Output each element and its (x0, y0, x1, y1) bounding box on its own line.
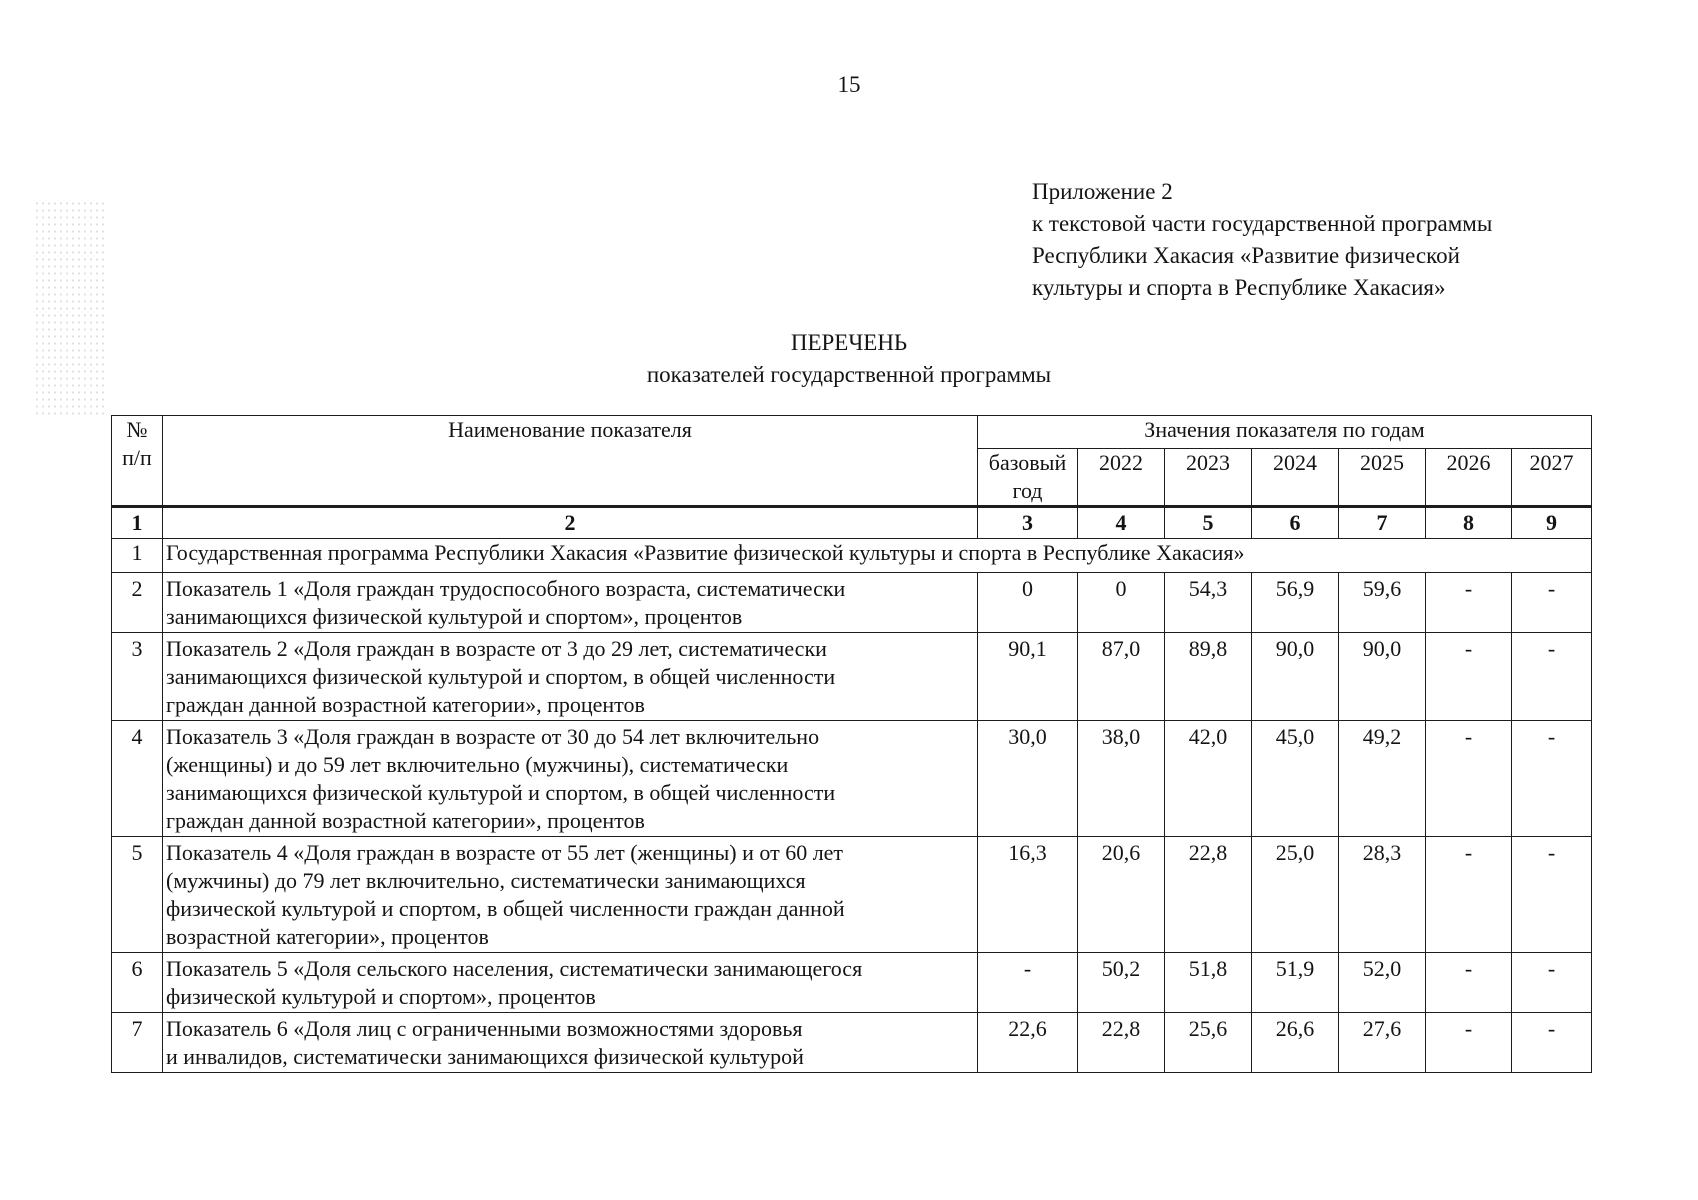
indicator-value: - (1512, 721, 1592, 837)
indicator-name-line: занимающихся физической культурой и спортом, в общей численности (166, 664, 836, 689)
row-number: 7 (112, 1013, 163, 1073)
header-values-group: Значения показателя по годам (978, 416, 1592, 449)
indicator-value: - (1426, 1013, 1512, 1073)
column-number: 1 (112, 507, 163, 539)
indicator-value: 90,0 (1252, 633, 1339, 721)
appendix-line: культуры и спорта в Республике Хакасия» (1032, 275, 1446, 300)
indicator-value: 51,8 (1165, 953, 1252, 1013)
document-title (0, 327, 1698, 391)
indicator-value: - (1512, 837, 1592, 953)
column-number: 5 (1165, 507, 1252, 539)
indicator-value: 26,6 (1252, 1013, 1339, 1073)
indicator-row (112, 573, 1592, 633)
indicator-value: 42,0 (1165, 721, 1252, 837)
header-year: 2025 (1339, 449, 1426, 507)
indicator-value: 38,0 (1078, 721, 1165, 837)
header-num: № п/п (112, 416, 163, 507)
indicator-row (112, 721, 1592, 837)
indicator-value: 27,6 (1339, 1013, 1426, 1073)
appendix-note (1032, 176, 1652, 304)
indicator-name-line: физической культурой и спортом», процентов (166, 984, 596, 1009)
indicator-value: - (1512, 1013, 1592, 1073)
program-row (112, 539, 1592, 573)
indicators-table (111, 415, 1592, 1073)
indicator-value: 30,0 (978, 721, 1078, 837)
header-year: 2023 (1165, 449, 1252, 507)
indicator-value: - (1512, 953, 1592, 1013)
column-number: 7 (1339, 507, 1426, 539)
page-number: 15 (837, 72, 861, 97)
indicator-name (163, 721, 978, 837)
indicator-value: 25,0 (1252, 837, 1339, 953)
appendix-line: к текстовой части государственной программы (1032, 211, 1493, 236)
indicator-name-line: Показатель 1 «Доля граждан трудоспособного возраста, систематически (166, 576, 846, 601)
indicator-value: 87,0 (1078, 633, 1165, 721)
row-number: 3 (112, 633, 163, 721)
indicator-value: 56,9 (1252, 573, 1339, 633)
title-sub: показателей государственной программы (646, 362, 1052, 387)
indicator-value: 54,3 (1165, 573, 1252, 633)
indicator-name-line: (женщины) и до 59 лет включительно (мужчины), систематически (166, 752, 789, 777)
indicator-value: 0 (1078, 573, 1165, 633)
indicator-name (163, 633, 978, 721)
column-number-row (112, 507, 1592, 539)
indicator-value: 89,8 (1165, 633, 1252, 721)
indicator-name (163, 1013, 978, 1073)
indicator-value: 22,8 (1165, 837, 1252, 953)
indicator-value: 22,6 (978, 1013, 1078, 1073)
indicator-value: 90,0 (1339, 633, 1426, 721)
indicator-value: 50,2 (1078, 953, 1165, 1013)
indicator-name-line: Показатель 6 «Доля лиц с ограниченными возможностями здоровья (166, 1016, 803, 1041)
indicator-value: - (1426, 721, 1512, 837)
indicator-value: - (1512, 633, 1592, 721)
indicator-value: 51,9 (1252, 953, 1339, 1013)
indicator-value: 0 (978, 573, 1078, 633)
indicator-name-line: Показатель 5 «Доля сельского населения, систематически занимающегося (166, 956, 863, 981)
appendix-line: Республики Хакасия «Развитие физической (1032, 243, 1460, 268)
header-row (112, 416, 1592, 449)
row-number: 1 (112, 539, 163, 573)
indicator-value: 22,8 (1078, 1013, 1165, 1073)
indicator-name-line: Показатель 4 «Доля граждан в возрасте от 55 лет (женщины) и от 60 лет (166, 840, 844, 865)
program-name: Государственная программа Республики Хакасия «Развитие физической культуры и спорта в Республике Хакасия» (163, 539, 1592, 573)
header-year: 2027 (1512, 449, 1592, 507)
indicator-value: - (978, 953, 1078, 1013)
indicator-name (163, 953, 978, 1013)
indicator-name-line: Показатель 2 «Доля граждан в возрасте от 3 до 29 лет, систематически (166, 636, 827, 661)
indicator-value: 45,0 (1252, 721, 1339, 837)
indicator-value: 16,3 (978, 837, 1078, 953)
column-number: 4 (1078, 507, 1165, 539)
indicator-value: - (1512, 573, 1592, 633)
indicator-value: 90,1 (978, 633, 1078, 721)
indicator-name (163, 573, 978, 633)
indicator-name-line: и инвалидов, систематически занимающихся физической культурой (166, 1044, 804, 1069)
row-number: 4 (112, 721, 163, 837)
appendix-line: Приложение 2 (1032, 179, 1173, 204)
row-number: 6 (112, 953, 163, 1013)
indicator-name-line: (мужчины) до 79 лет включительно, систематически занимающихся (166, 868, 806, 893)
indicator-value: 59,6 (1339, 573, 1426, 633)
column-number: 8 (1426, 507, 1512, 539)
indicator-value: - (1426, 837, 1512, 953)
column-number: 9 (1512, 507, 1592, 539)
indicator-row (112, 953, 1592, 1013)
header-year: 2022 (1078, 449, 1165, 507)
indicator-value: - (1426, 573, 1512, 633)
column-number: 3 (978, 507, 1078, 539)
title-main: ПЕРЕЧЕНЬ (790, 330, 908, 355)
header-year: 2026 (1426, 449, 1512, 507)
indicator-name-line: граждан данной возрастной категории», процентов (166, 692, 645, 717)
indicator-row (112, 1013, 1592, 1073)
indicator-name-line: Показатель 3 «Доля граждан в возрасте от 30 до 54 лет включительно (166, 724, 820, 749)
indicator-value: 49,2 (1339, 721, 1426, 837)
indicator-value: - (1426, 953, 1512, 1013)
indicator-value: 20,6 (1078, 837, 1165, 953)
row-number: 2 (112, 573, 163, 633)
header-name: Наименование показателя (163, 416, 978, 507)
column-number: 6 (1252, 507, 1339, 539)
indicator-row (112, 837, 1592, 953)
indicator-value: 52,0 (1339, 953, 1426, 1013)
header-year: 2024 (1252, 449, 1339, 507)
header-year: базовый год (978, 449, 1078, 507)
indicator-row (112, 633, 1592, 721)
indicator-name-line: возрастной категории», процентов (166, 924, 489, 949)
indicator-value: 25,6 (1165, 1013, 1252, 1073)
indicator-name-line: физической культурой и спортом, в общей численности граждан данной (166, 896, 845, 921)
indicator-value: - (1426, 633, 1512, 721)
indicator-value: 28,3 (1339, 837, 1426, 953)
indicator-name-line: граждан данной возрастной категории», процентов (166, 808, 645, 833)
row-number: 5 (112, 837, 163, 953)
indicator-name (163, 837, 978, 953)
indicator-name-line: занимающихся физической культурой и спортом, в общей численности (166, 780, 836, 805)
indicator-name-line: занимающихся физической культурой и спортом», процентов (166, 604, 743, 629)
column-number: 2 (163, 507, 978, 539)
